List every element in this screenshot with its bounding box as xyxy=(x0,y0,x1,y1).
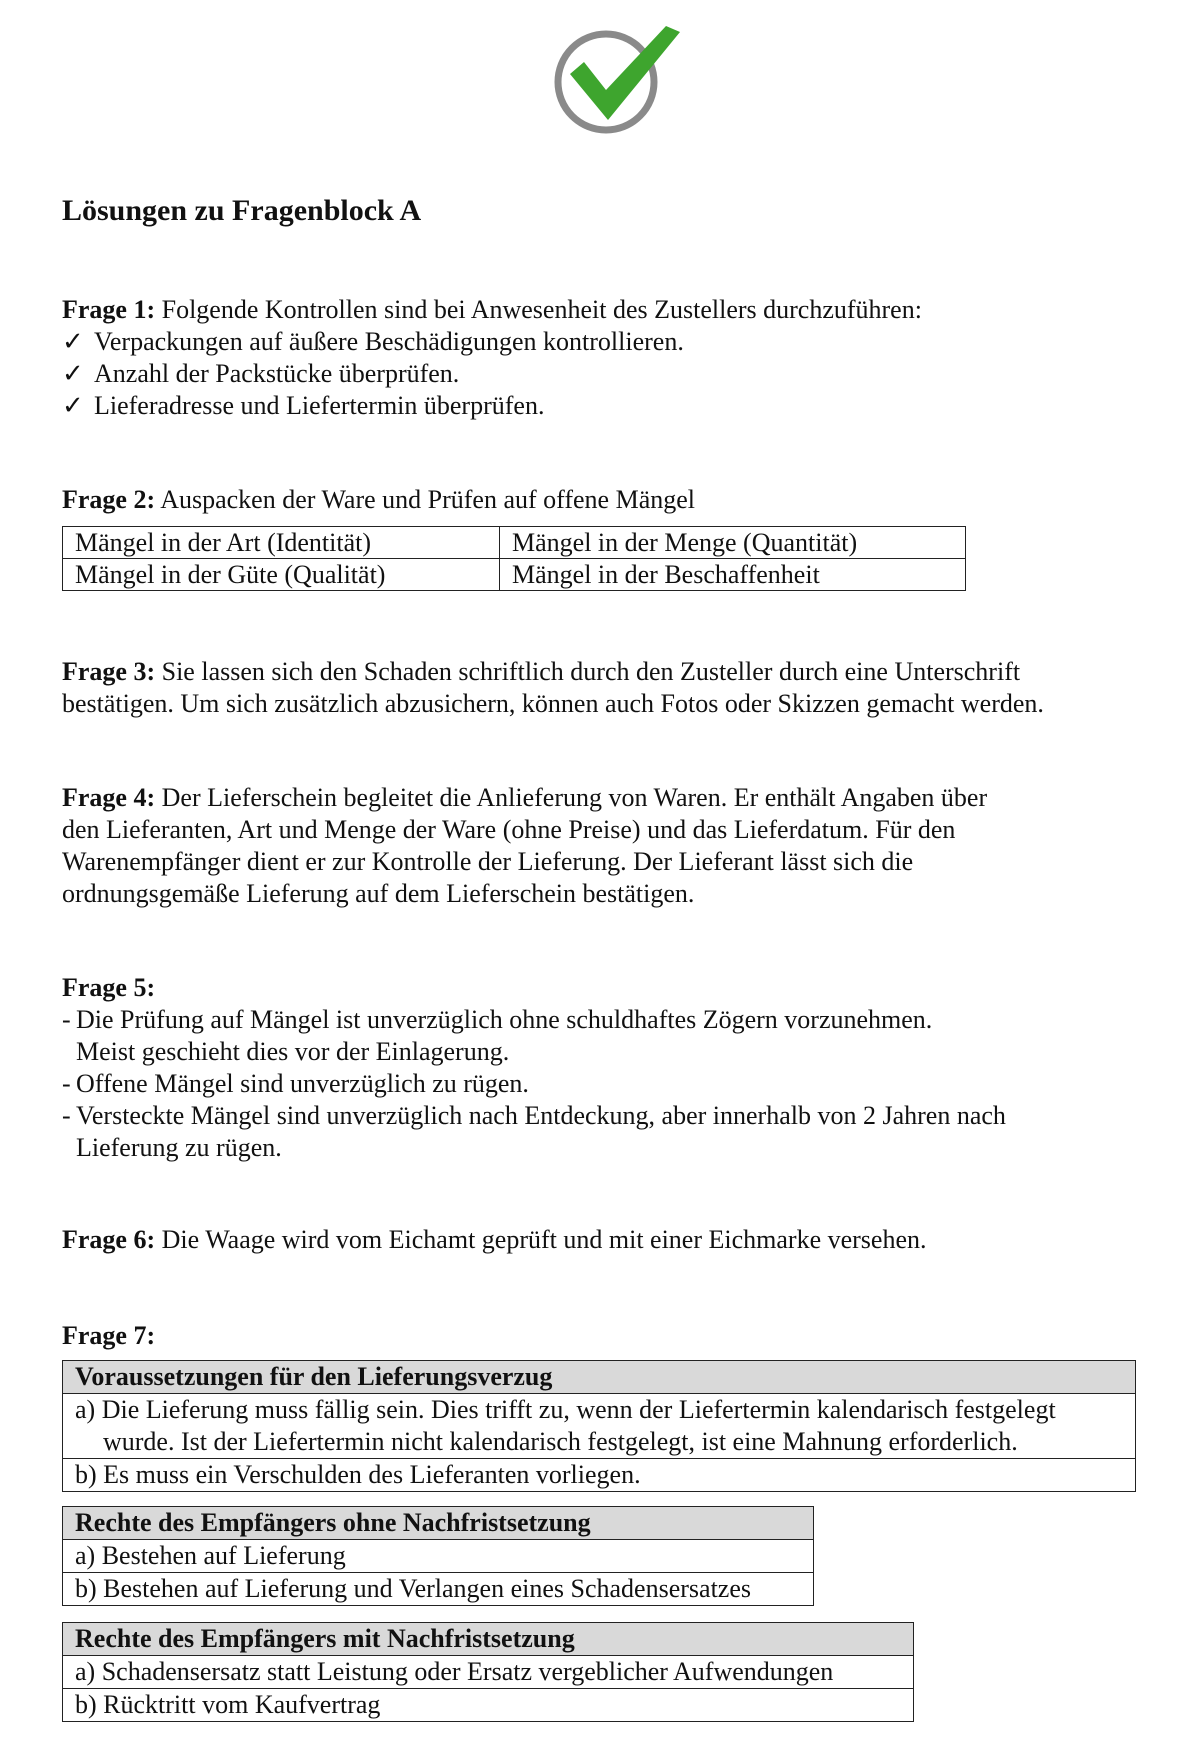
lieferungsverzug-table xyxy=(62,1360,1136,1492)
maengel-table xyxy=(62,526,966,591)
frage-6-label: Frage 6: xyxy=(62,1225,156,1254)
frage-2-label: Frage 2: xyxy=(62,485,156,514)
table-header: Rechte des Empfängers mit Nachfristsetzung xyxy=(63,1623,914,1656)
frage-7 xyxy=(62,1320,155,1352)
table-cell: b) Rücktritt vom Kaufvertrag xyxy=(63,1689,914,1722)
table-cell: Mängel in der Menge (Quantität) xyxy=(500,527,966,559)
frage-1 xyxy=(62,294,922,422)
table-cell: a) Bestehen auf Lieferung xyxy=(63,1540,814,1573)
table-cell: Mängel in der Güte (Qualität) xyxy=(63,559,500,591)
rechte-ohne-nachfrist-table xyxy=(62,1506,814,1606)
table-cell: Mängel in der Art (Identität) xyxy=(63,527,500,559)
table-row xyxy=(63,1507,814,1540)
table-row xyxy=(63,1540,814,1573)
frage-2-text: Auspacken der Ware und Prüfen auf offene Mängel xyxy=(160,485,696,514)
table-cell: b) Es muss ein Verschulden des Lieferanten vorliegen. xyxy=(63,1459,1136,1492)
frage-3: Frage 3: Sie lassen sich den Schaden schriftlich durch den Zusteller durch eine Unterschrift bestätigen. Um sich zusätzlich abzusichern, können auch Fotos oder Skizzen gemacht werden. xyxy=(62,657,1044,718)
table-cell: b) Bestehen auf Lieferung und Verlangen eines Schadensersatzes xyxy=(63,1573,814,1606)
table-row xyxy=(63,1361,1136,1394)
list-item: - Die Prüfung auf Mängel ist unverzüglich ohne schuldhaftes Zögern vorzunehmen. xyxy=(62,1005,933,1034)
frage-7-label: Frage 7: xyxy=(62,1321,156,1350)
table-header: Voraussetzungen für den Lieferungsverzug xyxy=(63,1361,1136,1394)
frage-4-label: Frage 4: xyxy=(62,783,156,812)
page-title: Lösungen zu Fragenblock A xyxy=(62,194,422,227)
table-row xyxy=(63,1394,1136,1459)
table-cell: a) Die Lieferung muss fällig sein. Dies trifft zu, wenn der Liefertermin kalendarisch festgelegt wurde. Ist der Liefertermin nicht kalendarisch festgelegt, ist eine Mahnung erforderlich. xyxy=(63,1394,1136,1459)
table-row xyxy=(63,1689,914,1722)
table-row xyxy=(63,559,966,591)
green-checkmark-circle-icon xyxy=(548,16,688,136)
frage-2 xyxy=(62,484,695,516)
list-item: - Versteckte Mängel sind unverzüglich nach Entdeckung, aber innerhalb von 2 Jahren nach xyxy=(62,1101,1006,1130)
frage-1-text: Folgende Kontrollen sind bei Anwesenheit des Zustellers durchzuführen: xyxy=(161,295,922,324)
frage-4: Frage 4: Der Lieferschein begleitet die Anlieferung von Waren. Er enthält Angaben über den Lieferanten, Art und Menge der Ware (ohne Preise) und das Lieferdatum. Für den Warenempfänger dient er zur Kontrolle der Lieferung. Der Lieferant lässt sich die ordnungsgemäße Lieferung auf dem Lieferschein bestätigen. xyxy=(62,783,988,908)
table-row xyxy=(63,527,966,559)
frage-1-item: ✓ Verpackungen auf äußere Beschädigungen kontrollieren. xyxy=(62,327,684,356)
table-row xyxy=(63,1623,914,1656)
frage-5-label: Frage 5: xyxy=(62,973,156,1002)
checkmark-icon: ✓ xyxy=(62,391,84,420)
table-header: Rechte des Empfängers ohne Nachfristsetzung xyxy=(63,1507,814,1540)
checkmark-icon: ✓ xyxy=(62,359,84,388)
frage-5: Frage 5: - Die Prüfung auf Mängel ist unverzüglich ohne schuldhaftes Zögern vorzunehmen. Meist geschieht dies vor der Einlagerung. - Offene Mängel sind unverzüglich zu rügen. - Versteckte Mängel sind unverzüglich nach Entdeckung, aber innerhalb von 2 Jahren nach Lieferung zu rügen. xyxy=(62,973,1006,1162)
frage-1-item: ✓ Anzahl der Packstücke überprüfen. xyxy=(62,359,460,388)
list-item: - Offene Mängel sind unverzüglich zu rügen. xyxy=(62,1069,529,1098)
frage-1-item: ✓ Lieferadresse und Liefertermin überprüfen. xyxy=(62,391,545,420)
rechte-mit-nachfrist-table xyxy=(62,1622,914,1722)
checkmark-icon: ✓ xyxy=(62,327,84,356)
frage-1-label: Frage 1: xyxy=(62,295,156,324)
table-row xyxy=(63,1573,814,1606)
table-row xyxy=(63,1459,1136,1492)
frage-3-label: Frage 3: xyxy=(62,657,156,686)
table-cell: Mängel in der Beschaffenheit xyxy=(500,559,966,591)
table-cell: a) Schadensersatz statt Leistung oder Ersatz vergeblicher Aufwendungen xyxy=(63,1656,914,1689)
table-row xyxy=(63,1656,914,1689)
frage-6: Frage 6: Die Waage wird vom Eichamt geprüft und mit einer Eichmarke versehen. xyxy=(62,1225,927,1254)
